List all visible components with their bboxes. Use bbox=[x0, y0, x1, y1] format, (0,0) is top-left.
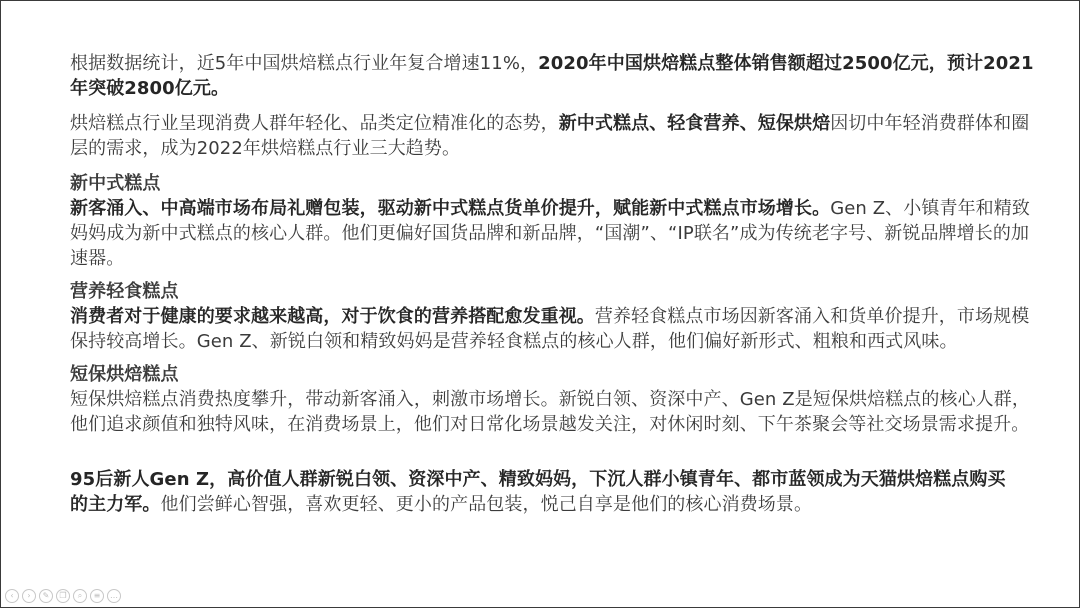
trend-highlight: 新中式糕点、轻食营养、短保烘焙 bbox=[558, 113, 831, 134]
more-icon[interactable]: … bbox=[107, 589, 121, 603]
slide-content bbox=[70, 51, 1045, 517]
intro-text: 根据数据统计，近5年中国烘焙糕点行业年复合增速11%， bbox=[70, 53, 539, 74]
section-body bbox=[70, 304, 1045, 354]
summary-text: 他们尝鲜心智强，喜欢更轻、更小的产品包装，悦己自享是他们的核心消费场景。 bbox=[160, 494, 813, 515]
summary-paragraph bbox=[70, 467, 1010, 517]
intro-paragraph bbox=[70, 51, 1045, 101]
section-nutrition-light-pastry bbox=[70, 279, 1045, 354]
menu-icon[interactable]: ≡ bbox=[90, 589, 104, 603]
trend-text-a: 烘焙糕点行业呈现消费人群年轻化、品类定位精准化的态势， bbox=[70, 113, 559, 134]
section-text: Gen Z、小镇青年和精致妈妈成为新中式糕点的核心人群。他们更偏好国货品牌和新品牌，“国潮”、“IP联名”成为传统老字号、新锐品牌增长的加速器。 bbox=[70, 198, 1030, 269]
slideshow-toolbar bbox=[5, 589, 121, 603]
section-highlight: 消费者对于健康的要求越来越高，对于饮食的营养搭配愈发重视。 bbox=[70, 306, 595, 327]
pen-icon[interactable]: ✎ bbox=[39, 589, 53, 603]
intro-highlight: 2020年中国烘焙糕点整体销售额超过2500亿元，预计2021年突破2800亿元。 bbox=[70, 53, 1034, 99]
section-body bbox=[70, 196, 1045, 271]
section-text: 短保烘焙糕点消费热度攀升，带动新客涌入，刺激市场增长。新锐白领、资深中产、Gen Z是短保烘焙糕点的核心人群，他们追求颜值和独特风味，在消费场景上，他们对日常化场景越发关注，对休闲时刻、下午茶聚会等社交场景需求提升。 bbox=[70, 389, 1030, 435]
section-heading: 新中式糕点 bbox=[70, 173, 161, 194]
section-body bbox=[70, 387, 1045, 437]
section-heading: 短保烘焙糕点 bbox=[70, 364, 179, 385]
play-icon[interactable]: › bbox=[22, 589, 36, 603]
trend-text-b: 因切中年轻消费群体和圈层的需求，成为2022年烘焙糕点行业三大趋势。 bbox=[70, 113, 1030, 159]
trend-paragraph bbox=[70, 111, 1045, 161]
section-highlight: 新客涌入、中高端市场布局礼赠包装，驱动新中式糕点货单价提升，赋能新中式糕点市场增长。 bbox=[70, 198, 831, 219]
prev-icon[interactable]: ‹ bbox=[5, 589, 19, 603]
section-heading: 营养轻食糕点 bbox=[70, 281, 179, 302]
section-text: 营养轻食糕点市场因新客涌入和货单价提升，市场规模保持较高增长。Gen Z、新锐白领和精致妈妈是营养轻食糕点的核心人群，他们偏好新形式、粗粮和西式风味。 bbox=[70, 306, 1030, 352]
copy-icon[interactable]: ❐ bbox=[56, 589, 70, 603]
zoom-icon[interactable]: ⌕ bbox=[73, 589, 87, 603]
section-short-shelf-bakery bbox=[70, 362, 1045, 437]
section-new-chinese-pastry bbox=[70, 171, 1045, 271]
summary-highlight: 95后新人Gen Z，高价值人群新锐白领、资深中产、精致妈妈，下沉人群小镇青年、都市蓝领成为天猫烘焙糕点购买的主力军。 bbox=[70, 469, 1006, 515]
